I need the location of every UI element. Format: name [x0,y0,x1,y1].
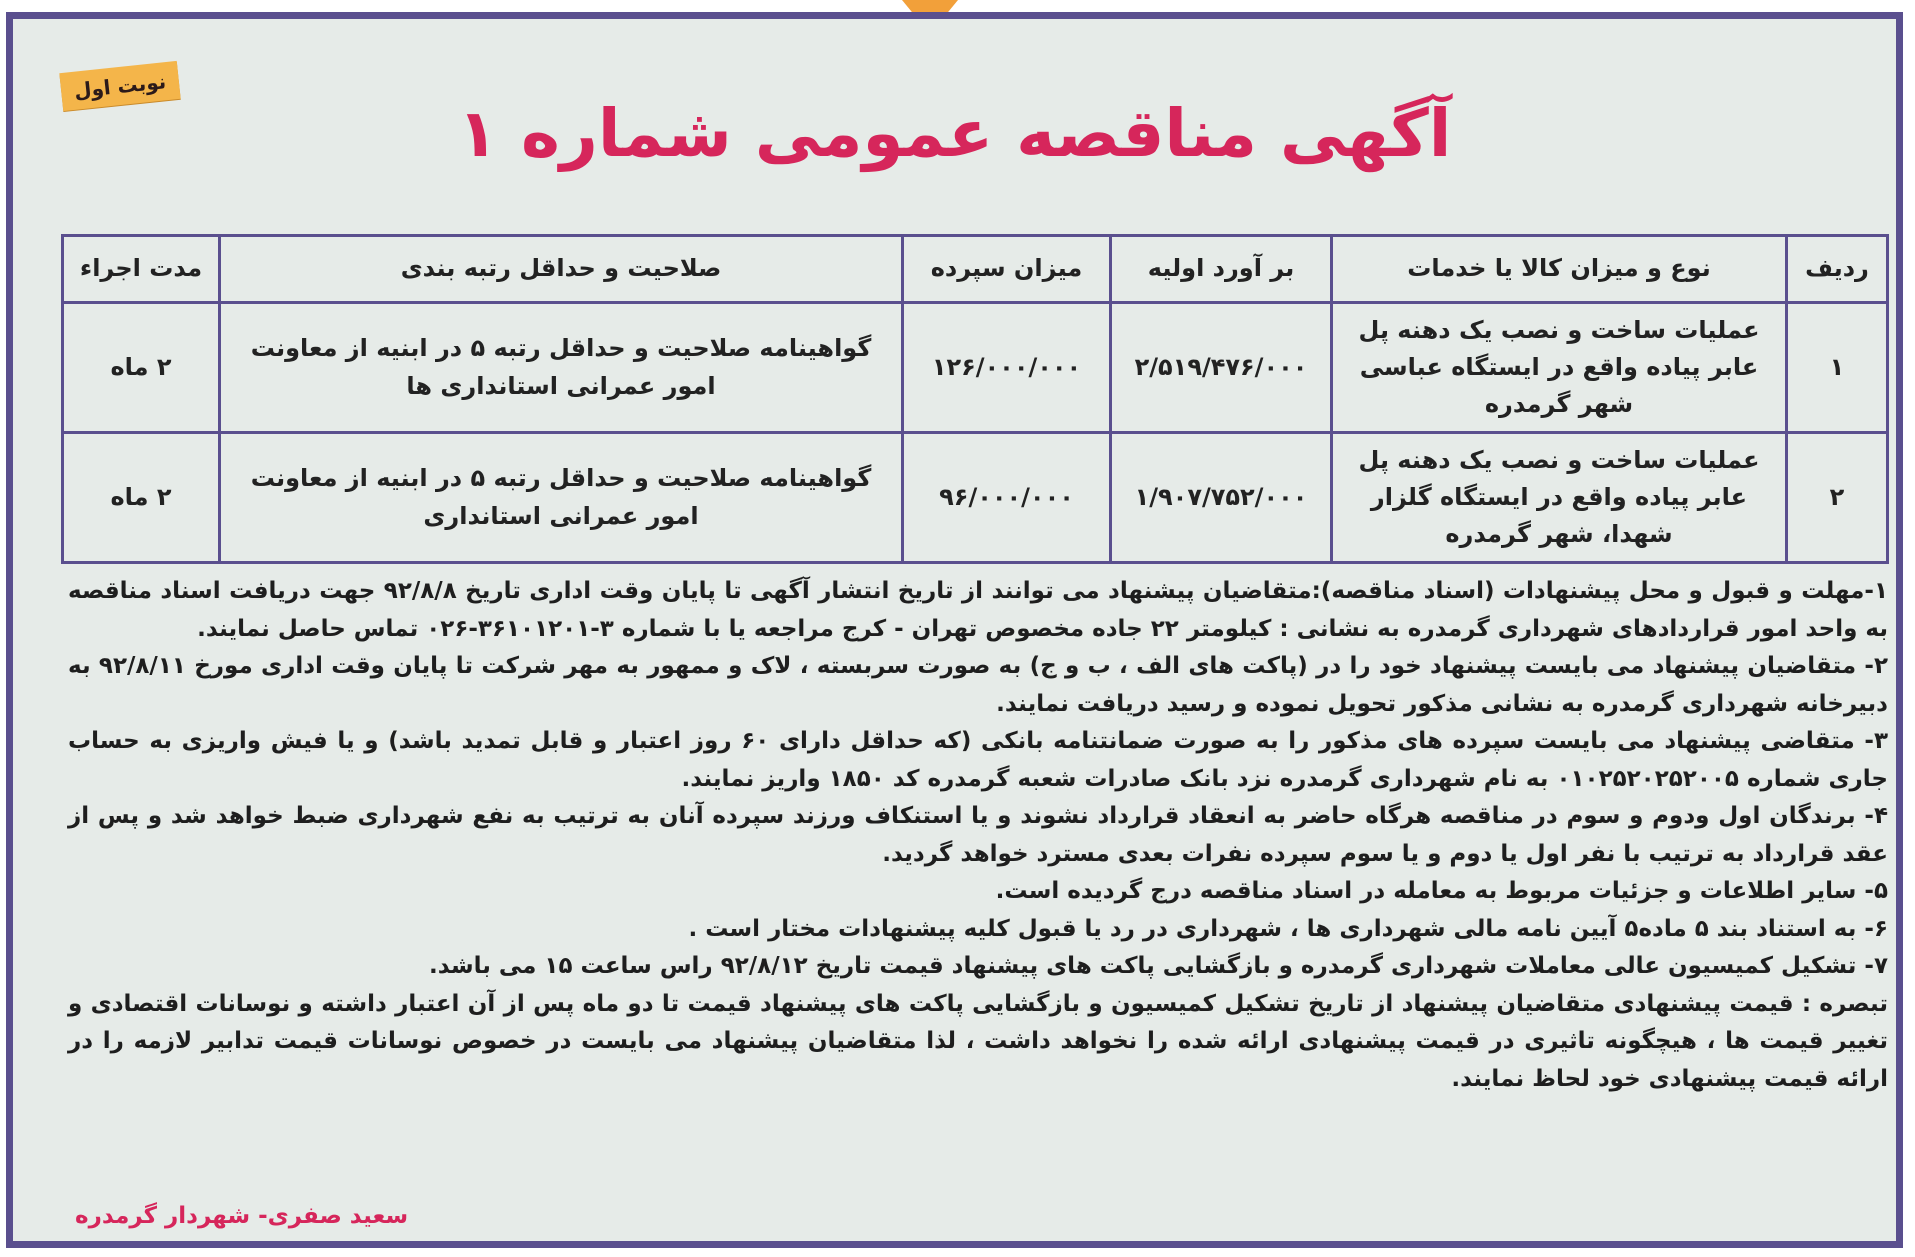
notice-body [68,573,1888,1098]
column-header-estimate: بر آورد اولیه [1111,236,1332,303]
row-qualification: گواهینامه صلاحیت و حداقل رتبه ۵ در ابنیه از معاونت امور عمرانی استانداری [220,433,903,563]
notice-title: آگهی مناقصه عمومی شماره ۱ [457,95,1452,172]
row-index: ۱ [1787,303,1888,433]
clause-3: ۳- متقاضی پیشنهاد می بایست سپرده های مذکور را به صورت ضمانتنامه بانکی (که حداقل دارای ۶۰ روز اعتبار و قابل تمدید باشد) و یا فیش واریزی به حساب جاری شماره ۰۱۰۲۵۲۰۲۵۲۰۰۵ به نام شهرداری گرمدره نزد بانک صادرات شعبه گرمدره کد ۱۸۵۰ واریز نمایند. [68,728,1888,792]
row-deposit: ۹۶/۰۰۰/۰۰۰ [903,433,1111,563]
mayor-signature: سعید صفری- شهردار گرمدره [75,1203,409,1229]
row-services: عملیات ساخت و نصب یک دهنه پل عابر پیاده واقع در ایستگاه گلزار شهدا، شهر گرمدره [1332,433,1787,563]
clause-5: ۵- سایر اطلاعات و جزئیات مربوط به معامله در اسناد مناقصه درج گردیده است. [995,878,1888,904]
clause-7: ۷- تشکیل کمیسیون عالی معاملات شهرداری گرمدره و بازگشایی پاکت های پیشنهاد قیمت تاریخ ۹۲/۸/۱۲ راس ساعت ۱۵ می باشد. [428,953,1888,979]
clause-1: ۱-مهلت و قبول و محل پیشنهادات (اسناد مناقصه):متقاضیان پیشنهاد می توانند از تاریخ انتشار آگهی تا پایان وقت اداری تاریخ ۹۲/۸/۸ جهت دریافت اسناد مناقصه به واحد امور قراردادهای شهرداری گرمدره به نشانی : کیلومتر ۲۲ جاده مخصوص تهران - کرج مراجعه یا با شماره ۳-۳۶۱۰۱۲۰۱-۰۲۶ تماس حاصل نمایند. [68,578,1888,642]
column-header-index: ردیف [1787,236,1888,303]
row-duration: ۲ ماه [63,433,220,563]
column-header-qualification: صلاحیت و حداقل رتبه بندی [220,236,903,303]
row-deposit: ۱۲۶/۰۰۰/۰۰۰ [903,303,1111,433]
column-header-deposit: میزان سپرده [903,236,1111,303]
column-header-services: نوع و میزان کالا یا خدمات [1332,236,1787,303]
row-duration: ۲ ماه [63,303,220,433]
first-publication-badge: نوبت اول [59,61,180,111]
clause-note: تبصره : قیمت پیشنهادی متقاضیان پیشنهاد از تاریخ تشکیل کمیسیون و بازگشایی پاکت های پیشنهاد قیمت تا دو ماه پس از آن اعتبار داشته و نوسانات اقتصادی و تغییر قیمت ها ، هیچگونه تاثیری در قیمت پیشنهادی ارائه شده را نخواهد داشت ، لذا متقاضیان پیشنهاد می بایست در خصوص نوسانات قیمت تدابیر لازمه را در ارائه قیمت پیشنهادی خود لحاظ نمایند. [68,990,1888,1092]
table-row [63,433,1888,563]
clause-2: ۲- متقاضیان پیشنهاد می بایست پیشنهاد خود را در (پاکت های الف ، ب و ج) به صورت سربسته ، لاک و ممهور به مهر شرکت تا پایان وقت اداری مورخ ۹۲/۸/۱۱ به دبیرخانه شهرداری گرمدره به نشانی مذکور تحویل نموده و رسید دریافت نمایند. [68,653,1888,717]
row-index: ۲ [1787,433,1888,563]
table-header-row [63,236,1888,303]
row-estimate: ۲/۵۱۹/۴۷۶/۰۰۰ [1111,303,1332,433]
row-qualification: گواهینامه صلاحیت و حداقل رتبه ۵ در ابنیه از معاونت امور عمرانی استانداری ها [220,303,903,433]
row-services: عملیات ساخت و نصب یک دهنه پل عابر پیاده واقع در ایستگاه عباسی شهر گرمدره [1332,303,1787,433]
notice-frame [6,12,1903,1248]
clause-4: ۴- برندگان اول ودوم و سوم در مناقصه هرگاه حاضر به انعقاد قرارداد نشوند و یا استنکاف ورزند سپرده آنان به ترتیب به نفع شهرداری ضبط خواهد شد و پس از عقد قرارداد به ترتیب با نفر اول یا دوم و یا سوم سپرده نفرات بعدی مسترد خواهد گردید. [68,803,1888,867]
row-estimate: ۱/۹۰۷/۷۵۲/۰۰۰ [1111,433,1332,563]
column-header-duration: مدت اجراء [63,236,220,303]
tender-table [61,234,1889,564]
table-row [63,303,1888,433]
clause-6: ۶- به استناد بند ۵ ماده۵ آیین نامه مالی شهرداری ها ، شهرداری در رد یا قبول کلیه پیشنهادات مختار است . [688,915,1888,942]
